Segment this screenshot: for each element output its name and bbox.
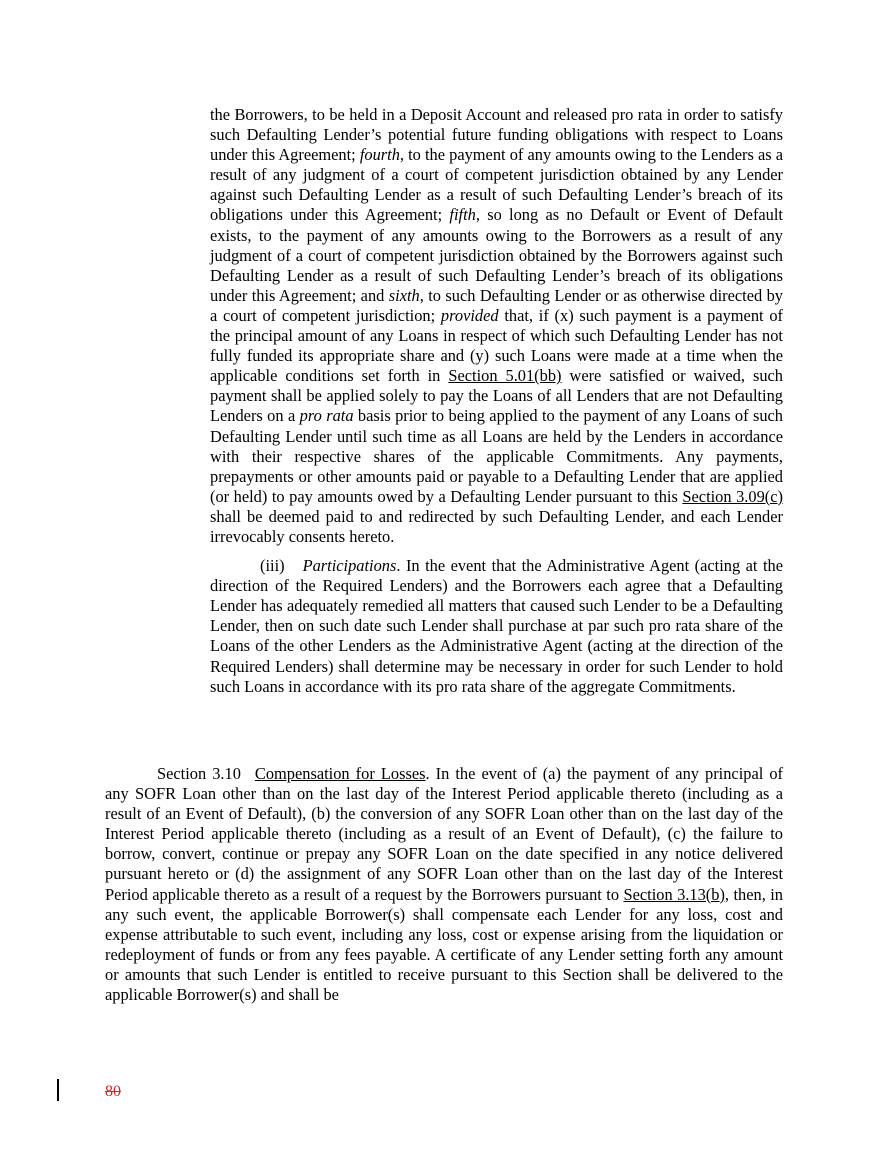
text-run: , to the payment of any amounts owing to the Lenders as a result of any judgment of a court of competent jurisdiction obtained by any Lender against such Defaulting Lender as a result of such Defaulting Lender’s breach of its obligations under this Agreement; <box>210 145 783 225</box>
text-run: were satisfied or waived, such payment shall be applied solely to pay the Loans of all Lenders that are not Defaulting Lenders on a <box>210 366 783 426</box>
italic-term-sixth: sixth <box>388 285 420 305</box>
text-run: that, if (x) such payment is a payment of the principal amount of any Loans in respect of which such Defaulting Lender has not fully funded its appropriate share and (y) such Loans were made at a time when the applicable conditions set forth in <box>210 305 784 386</box>
text-run: shall be deemed paid to and redirected by such Defaulting Lender, and each Lender irrevocably consents hereto. <box>210 506 783 546</box>
subsection-body: . In the event that the Administrative Agent (acting at the direction of the Required Lenders) and the Borrowers each agree that a Defaulting Lender has adequately remedied all matters that caused such Lender to be a Defaulting Lender, then on such date such Lender shall purchase at par such pro rata share of the Loans of the other Lenders as the Administrative Agent (acting at the direction of the Required Lenders) shall determine may be necessary in order for such Lender to hold such Loans in accordance with its pro rata share of the aggregate Commitments. <box>210 556 783 696</box>
indented-block <box>210 105 783 697</box>
text-run: the Borrowers, to be held in a Deposit Account and released pro rata in order to satisfy such Defaulting Lender’s potential future funding obligations with respect to Loans under this Agreement; <box>210 105 783 165</box>
page-number: 80 <box>105 1083 121 1100</box>
section-reference-link[interactable]: Section 5.01(bb) <box>448 366 562 386</box>
section-label: Section 3.10 <box>157 764 241 783</box>
italic-term-fifth: fifth <box>449 205 476 225</box>
text-run: , so long as no Default or Event of Default exists, to the payment of any amounts owing to the Borrowers as a result of any judgment of a court of competent jurisdiction obtained by the Borrowers against such Defaulting Lender as a result of such Defaulting Lender’s breach of its obligations under this Agreement; and <box>210 205 783 305</box>
continued-paragraph <box>210 105 783 547</box>
section-title: Compensation for Losses <box>254 764 426 783</box>
subsection-title: Participations <box>302 556 397 576</box>
section-3-10 <box>105 764 783 1005</box>
subsection-number: (iii) <box>260 556 285 576</box>
section-reference-link[interactable]: Section 3.09(c) <box>682 486 783 506</box>
italic-term-pro-rata: pro rata <box>299 406 354 426</box>
section-reference-link[interactable]: Section 3.13(b) <box>623 884 725 904</box>
italic-term-provided: provided <box>440 305 499 325</box>
text-run: , to such Defaulting Lender or as otherwise directed by a court of competent jurisdiction; <box>210 285 783 325</box>
section-paragraph <box>105 764 783 1005</box>
text-run: basis prior to being applied to the payment of any Loans of such Defaulting Lender until such time as all Loans are held by the Lenders in accordance with their respective shares of the applicable Commitments. Any payments, prepayments or other amounts paid or payable to a Defaulting Lender that are applied (or held) to pay amounts owed by a Defaulting Lender pursuant to this <box>210 406 783 506</box>
italic-term-fourth: fourth <box>359 145 400 165</box>
text-run: , then, in any such event, the applicable Borrower(s) shall compensate each Lender for any loss, cost and expense attributable to such event, including any loss, cost or expense arising from the liquidation or redeployment of funds or from any fees payable. A certificate of any Lender setting forth any amount or amounts that such Lender is entitled to receive pursuant to this Section shall be delivered to the applicable Borrower(s) and shall be <box>105 884 784 1005</box>
text-run: . In the event of (a) the payment of any principal of any SOFR Loan other than on the last day of the Interest Period applicable thereto (including as a result of an Event of Default), (b) the conversion of any SOFR Loan other than on the last day of the Interest Period applicable thereto (including as a result of an Event of Default), (c) the failure to borrow, convert, continue or prepay any SOFR Loan on the date specified in any notice delivered pursuant hereto or (d) the assignment of any SOFR Loan other than on the last day of the Interest Period applicable thereto as a result of a request by the Borrowers pursuant to <box>105 764 783 904</box>
subsection-iii <box>210 556 783 697</box>
revision-change-bar <box>57 1079 59 1101</box>
